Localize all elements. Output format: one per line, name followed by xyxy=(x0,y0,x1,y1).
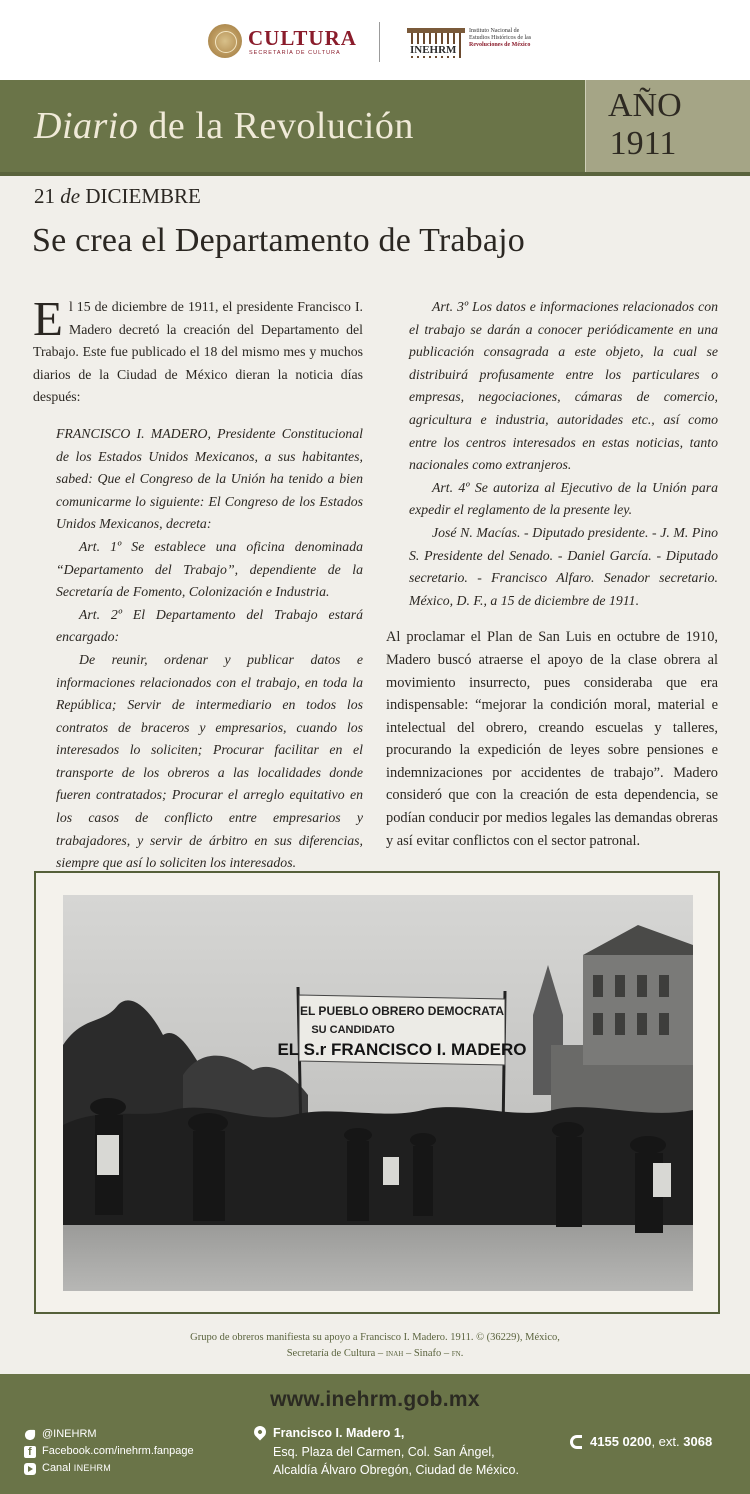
inehrm-line3: Revoluciones de México xyxy=(469,42,531,49)
year-box xyxy=(585,80,750,172)
decree-art2-detail: De reunir, ordenar y publicar datos e informaciones relacionados con el trabajo, en toda la República; Servir de intermediario en todos los contratos de braceros y empresarios, cuando los interesados lo soliciten; Procurar facilitar en el transporte de los obreros a las localidades donde fueren contratados; Procurar el arreglo equitativo en los casos de conflicto entre empresarios y trabajadores, y servir de árbitro en sus diferencias, siempre que así lo soliciten los interesados. xyxy=(56,651,363,871)
inehrm-wordmark: INEHRM xyxy=(410,44,457,56)
footer xyxy=(0,1374,750,1494)
caption-end: . xyxy=(460,1348,464,1359)
decree-art3: Art. 3º Los datos e informaciones relacionados con el trabajo se darán a conocer periódicamente en una publicación consagrada a este objeto, la cual se distribuirá profusamente entre los particulares o empresas, negociaciones, cámaras de comercio, agricultura e industria, autoridades etc., así como entre los centros interesados en estas noticias, tanto nacionales como extranjeros. xyxy=(409,299,718,473)
series-title xyxy=(34,104,414,148)
address-line2: Esq. Plaza del Carmen, Col. San Ángel, xyxy=(273,1444,495,1459)
caption-line2b: – Sinafo – xyxy=(403,1348,452,1359)
historical-photo[interactable] xyxy=(63,895,693,1291)
photo-frame xyxy=(34,871,720,1314)
top-logos-bar xyxy=(0,0,750,80)
caption-fn: fn xyxy=(451,1348,461,1359)
youtube-channel xyxy=(42,1460,111,1477)
address-line1: Francisco I. Madero 1, xyxy=(273,1426,405,1440)
phone-ext-label: , ext. xyxy=(651,1434,684,1449)
article-headline: Se crea el Departamento de Trabajo xyxy=(32,222,526,259)
banner-text-line2: SU CANDIDATO xyxy=(311,1024,395,1036)
website-link[interactable]: www.inehrm.gob.mx xyxy=(270,1388,480,1411)
intro-paragraph xyxy=(33,291,363,409)
twitter-icon xyxy=(25,1429,35,1439)
article-column-left xyxy=(33,291,363,875)
inehrm-line2: Estudios Históricos de las xyxy=(469,35,532,42)
cultura-logo[interactable] xyxy=(208,22,358,62)
youtube-icon xyxy=(24,1463,36,1475)
drop-cap: E xyxy=(33,291,63,346)
twitter-link[interactable] xyxy=(24,1426,194,1443)
banner-text-line1: EL PUEBLO OBRERO DEMOCRATA xyxy=(299,1004,505,1018)
caption-inah: inah xyxy=(385,1348,404,1359)
closing-paragraph: Al proclamar el Plan de San Luis en octubre de 1910, Madero buscó atraerse el apoyo de la clase obrera al movimiento insurrecto, pues consideraba que era indispensable: “mejorar la condición moral, material e intelectual del obrero, creando escuelas y talleres, procurando la expedición de leyes sobre pensiones e indemnizaciones por accidentes de trabajo”. Madero consideró que con la creación de esta dependencia, se podían conducir por medios legales las demandas obreras y así evitar conflictos con el sector patronal. xyxy=(386,629,718,849)
facebook-icon xyxy=(24,1446,36,1458)
decree-art1: Art. 1º Se establece una oficina denominada “Departamento del Trabajo”, dependiente de la Secretaría de Fomento, Colonización e Industria. xyxy=(56,538,363,600)
mexico-seal-icon xyxy=(208,24,242,58)
series-title-italic: Diario xyxy=(34,105,139,147)
article-column-right xyxy=(386,296,718,852)
logo-divider xyxy=(379,22,380,62)
phone-text xyxy=(590,1434,712,1449)
facebook-link[interactable] xyxy=(24,1443,194,1460)
caption-line1: Grupo de obreros manifiesta su apoyo a Francisco I. Madero. 1911. © (36229), México, xyxy=(190,1332,560,1343)
caption-line2 xyxy=(0,1346,750,1362)
banner-bottom-rule xyxy=(0,172,750,176)
phone-ext: 3068 xyxy=(683,1434,713,1449)
inehrm-line1: Instituto Nacional de xyxy=(469,28,520,34)
youtube-prefix: Canal xyxy=(42,1462,74,1474)
banner-text-line3: EL S.r FRANCISCO I. MADERO xyxy=(277,1040,527,1059)
caption-line2a: Secretaría de Cultura – xyxy=(286,1348,386,1359)
year-value: 1911 xyxy=(609,125,677,162)
decree-intro: FRANCISCO I. MADERO, Presidente Constitucional de los Estados Unidos Mexicanos, a sus habitantes, sabed: Que el Congreso de la Unión ha tenido a bien comunicarme lo siguiente: El Congreso de los Estados Unidos Mexicanos, decreta: xyxy=(56,425,363,532)
article-date xyxy=(34,184,201,209)
intro-text: l 15 de diciembre de 1911, el presidente Francisco I. Madero decretó la creación del Departamento del Trabajo. Este fue publicado el 18 del mismo mes y muchos diarios de la Ciudad de México dieran la noticia días después: xyxy=(33,299,363,405)
date-de: de xyxy=(60,184,81,208)
inehrm-fullname xyxy=(469,28,559,50)
phone-icon xyxy=(570,1435,582,1449)
youtube-link[interactable] xyxy=(24,1460,194,1477)
year-label: AÑO xyxy=(608,87,682,124)
social-links xyxy=(24,1426,194,1477)
date-day: 21 xyxy=(34,184,55,208)
twitter-handle: @INEHRM xyxy=(42,1428,97,1440)
series-title-rest: de la Revolución xyxy=(138,105,414,147)
photo-illustration xyxy=(63,895,693,1291)
decree-signatures: José N. Macías. - Diputado presidente. - J. M. Pino S. Presidente del Senado. - Daniel García. - Diputado secretario. - Francisco Alfaro. Senador secretario. México, D. F., a 15 de diciembre de 1911. xyxy=(409,524,718,608)
inehrm-logo[interactable] xyxy=(407,26,557,60)
phone-number: 4155 0200 xyxy=(590,1434,652,1449)
facebook-url: Facebook.com/inehrm.fanpage xyxy=(42,1445,194,1457)
location-pin-icon xyxy=(252,1424,269,1441)
address-line3: Alcaldía Álvaro Obregón, Ciudad de México. xyxy=(273,1463,519,1477)
cultura-wordmark: CULTURA xyxy=(248,26,357,50)
photo-caption xyxy=(0,1330,750,1362)
phone-contact[interactable] xyxy=(570,1434,712,1449)
cultura-subtitle: SECRETARÍA DE CULTURA xyxy=(249,50,341,56)
decree-art4: Art. 4º Se autoriza al Ejecutivo de la Unión para expedir el reglamento de la presente ley. xyxy=(409,479,718,518)
youtube-name: INEHRM xyxy=(73,1463,112,1473)
decree-art2: Art. 2º El Departamento del Trabajo estará encargado: xyxy=(56,606,363,645)
date-month: DICIEMBRE xyxy=(85,184,201,208)
address-block xyxy=(254,1424,519,1480)
